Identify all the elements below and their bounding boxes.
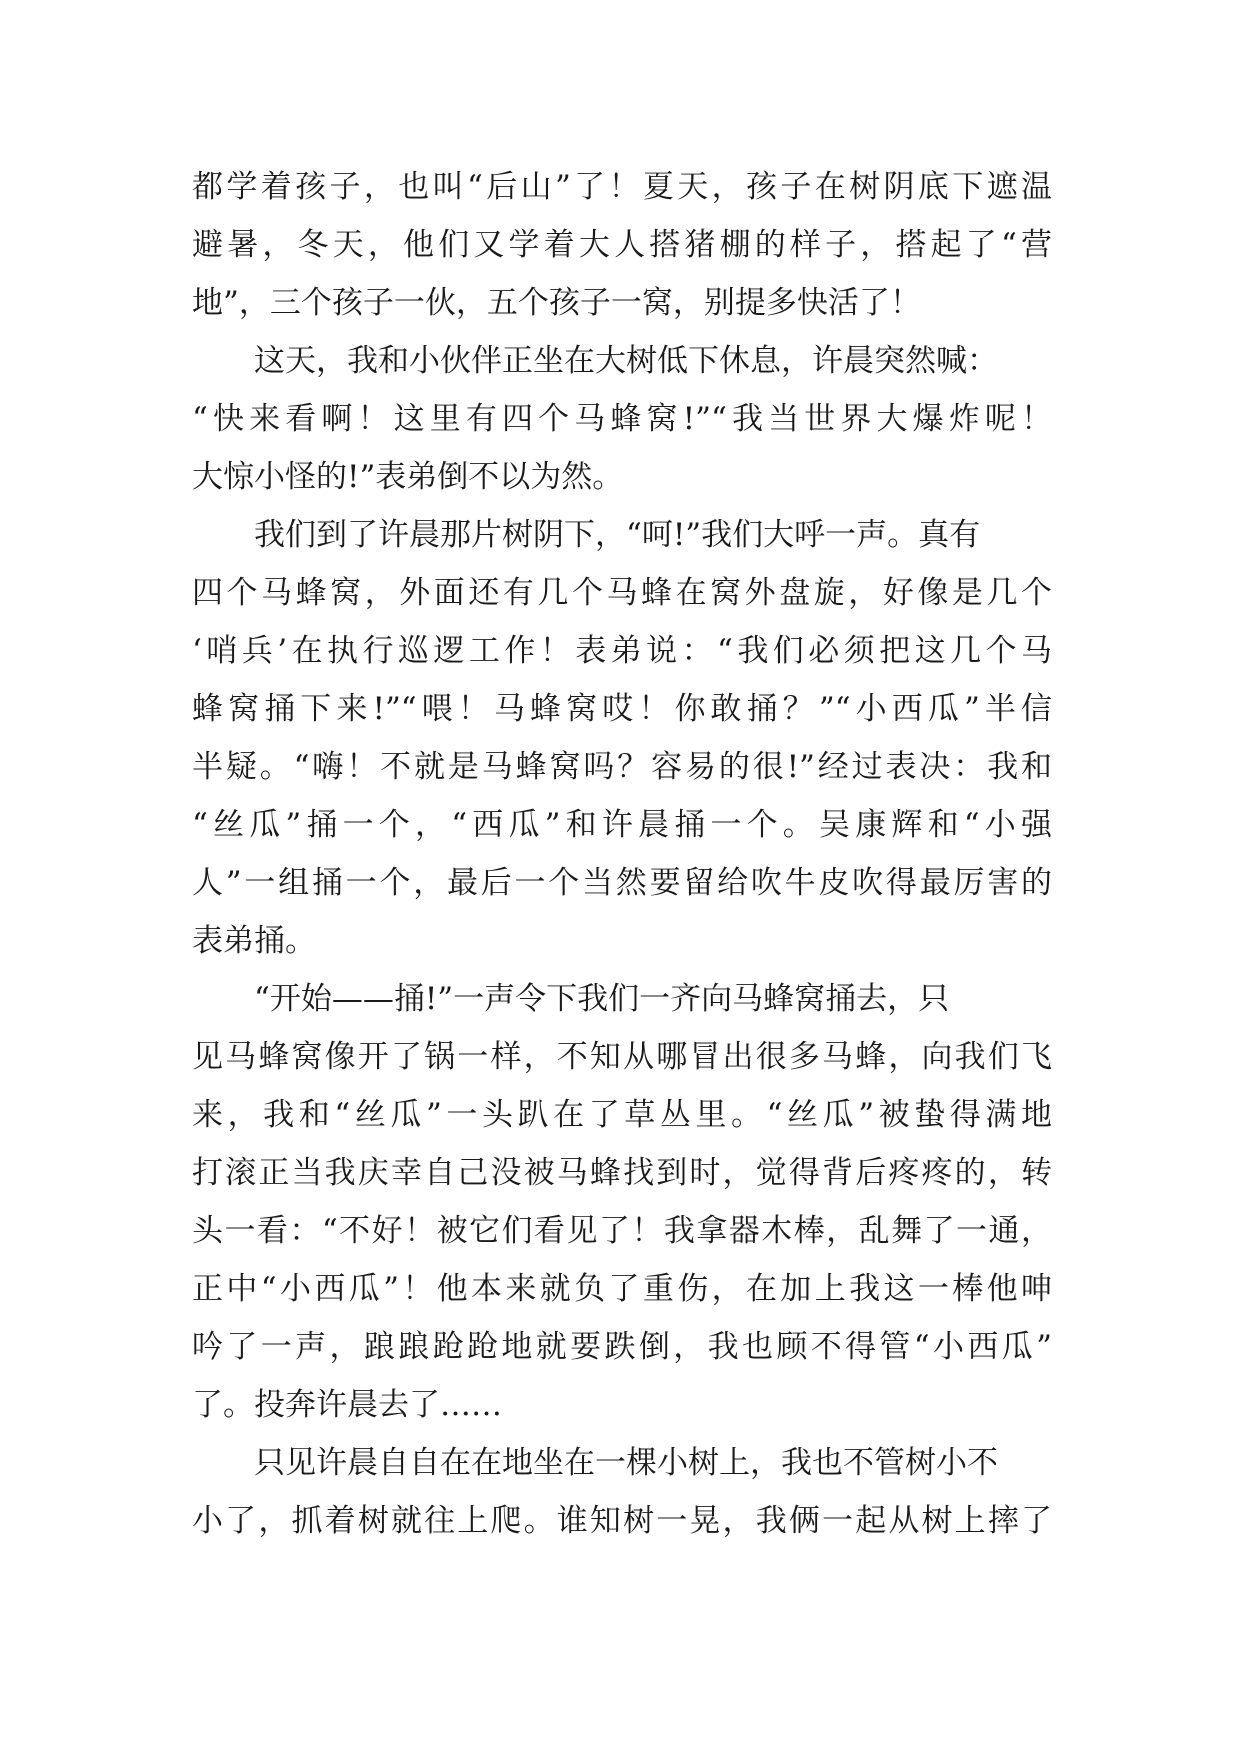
text-line: 来，我和“丝瓜”一头趴在了草丛里。“丝瓜”被蛰得满地 — [192, 1097, 1052, 1133]
text-line: 表弟捅。 — [192, 923, 316, 959]
text-line: 人”一组捅一个，最后一个当然要留给吹牛皮吹得最厉害的 — [192, 865, 1052, 901]
text-line: 见马蜂窝像开了锅一样，不知从哪冒出很多马蜂，向我们飞 — [192, 1039, 1052, 1075]
text-line: ‘哨兵’在执行巡逻工作！表弟说：“我们必须把这几个马 — [192, 633, 1052, 669]
text-line: “快来看啊！这里有四个马蜂窝!”“我当世界大爆炸呢！ — [192, 401, 1052, 437]
text-line: 都学着孩子，也叫“后山”了！夏天，孩子在树阴底下遮温 — [192, 169, 1052, 205]
text-line: 避暑，冬天，他们又学着大人搭猪棚的样子，搭起了“营 — [192, 227, 1052, 263]
text-line: 打滚正当我庆幸自己没被马蜂找到时，觉得背后疼疼的，转 — [192, 1155, 1052, 1191]
text-line: 四个马蜂窝，外面还有几个马蜂在窝外盘旋，好像是几个 — [192, 575, 1052, 611]
paragraph-first-line: 只见许晨自自在在地坐在一棵小树上，我也不管树小不 — [254, 1445, 998, 1481]
text-line: 大惊小怪的!”表弟倒不以为然。 — [192, 459, 624, 495]
text-line: 蜂窝捅下来!”“喂！马蜂窝哎！你敢捅？”“小西瓜”半信 — [192, 691, 1052, 727]
paragraph-first-line: “开始——捅!”一声令下我们一齐向马蜂窝捅去，只 — [254, 981, 950, 1017]
text-line: 了。投奔许晨去了…… — [192, 1387, 502, 1423]
text-line: 头一看：“不好！被它们看见了！我拿器木棒，乱舞了一通， — [192, 1213, 1052, 1249]
text-line: 地”，三个孩子一伙，五个孩子一窝，别提多快活了！ — [192, 285, 921, 321]
body-text — [192, 158, 1052, 1550]
text-line: 吟了一声，踉踉跄跄地就要跌倒，我也顾不得管“小西瓜” — [192, 1329, 1052, 1365]
text-line: 小了，抓着树就往上爬。谁知树一晃，我俩一起从树上摔了 — [192, 1503, 1052, 1539]
paragraph-first-line: 我们到了许晨那片树阴下，“呵!”我们大呼一声。真有 — [254, 517, 981, 553]
text-line: 半疑。“嗨！不就是马蜂窝吗？容易的很!”经过表决：我和 — [192, 749, 1052, 785]
paragraph-first-line: 这天，我和小伙伴正坐在大树低下休息，许晨突然喊： — [254, 343, 998, 379]
text-line: “丝瓜”捅一个，“西瓜”和许晨捅一个。吴康辉和“小强 — [192, 807, 1052, 843]
text-line: 正中“小西瓜”！他本来就负了重伤，在加上我这一棒他呻 — [192, 1271, 1052, 1307]
